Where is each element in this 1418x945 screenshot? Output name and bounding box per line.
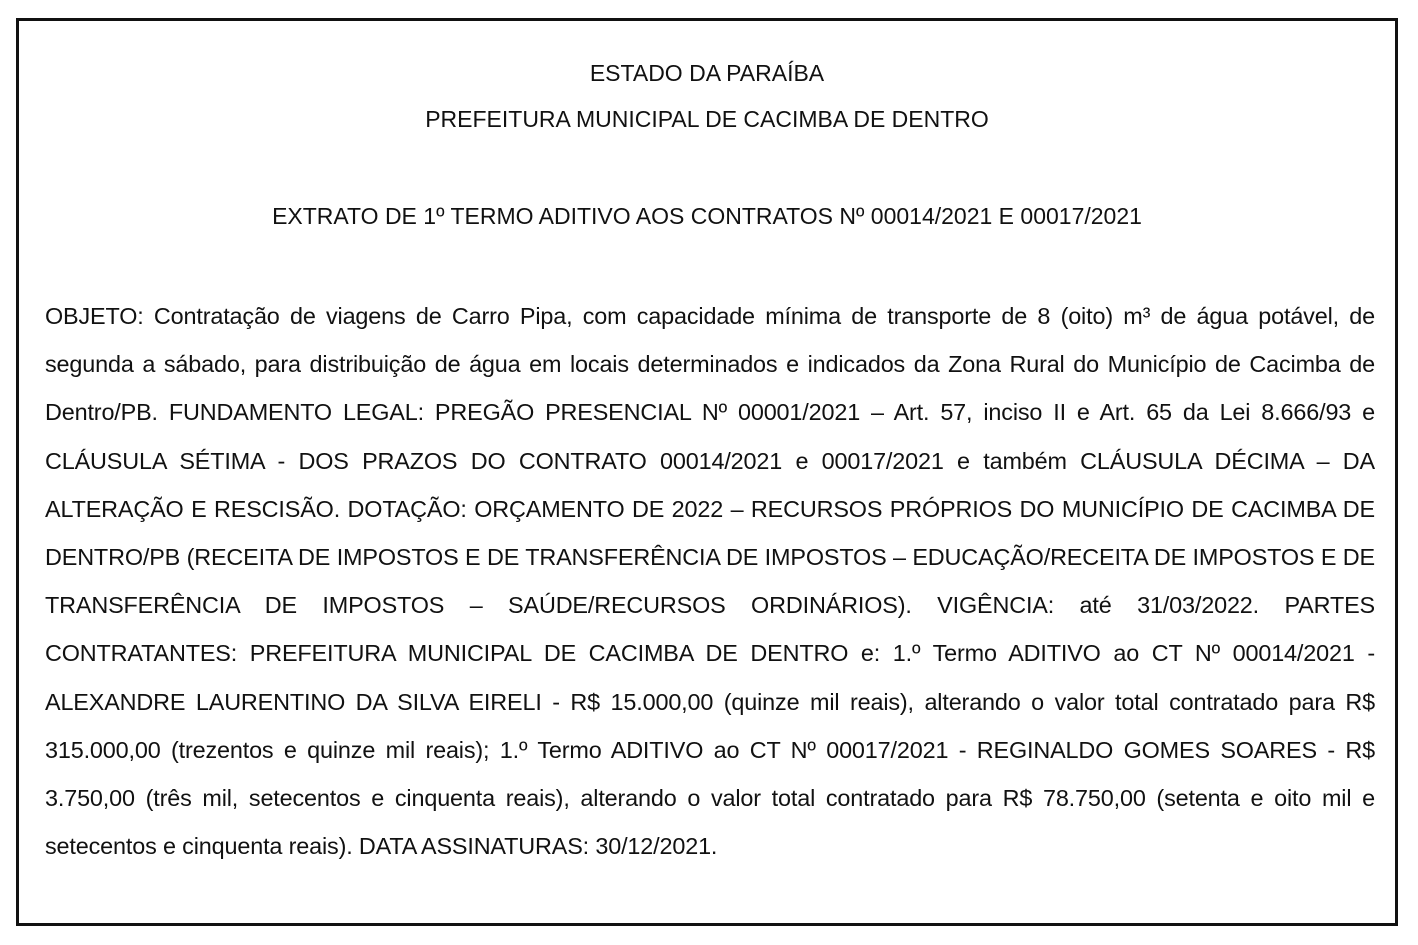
municipality-heading: PREFEITURA MUNICIPAL DE CACIMBA DE DENTRO bbox=[425, 106, 989, 132]
document-title: EXTRATO DE 1º TERMO ADITIVO AOS CONTRATOS Nº 00014/2021 E 00017/2021 bbox=[272, 203, 1142, 229]
document-border bbox=[16, 18, 1398, 926]
state-heading: ESTADO DA PARAÍBA bbox=[589, 60, 825, 86]
extract-body-paragraph: OBJETO: Contratação de viagens de Carro Pipa, com capacidade mínima de transporte de 8 (oito) m³ de água potável, de segunda a sábado, para distribuição de água em locais determinados e indicados da Zona Rural do Município de Cacimba de Dentro/PB. FUNDAMENTO LEGAL: PREGÃO PRESENCIAL Nº 00001/2021 – Art. 57, inciso II e Art. 65 da Lei 8.666/93 e CLÁUSULA SÉTIMA - DOS PRAZOS DO CONTRATO 00014/2021 e 00017/2021 e também CLÁUSULA DÉCIMA – DA ALTERAÇÃO E RESCISÃO. DOTAÇÃO: ORÇAMENTO DE 2022 – RECURSOS PRÓPRIOS DO MUNICÍPIO DE CACIMBA DE DENTRO/PB (RECEITA DE IMPOSTOS E DE TRANSFERÊNCIA DE IMPOSTOS – EDUCAÇÃO/RECEITA DE IMPOSTOS E DE TRANSFERÊNCIA DE IMPOSTOS – SAÚDE/RECURSOS ORDINÁRIOS). VIGÊNCIA: até 31/03/2022. PARTES CONTRATANTES: PREFEITURA MUNICIPAL DE CACIMBA DE DENTRO e: 1.º Termo ADITIVO ao CT Nº 00014/2021 - ALEXANDRE LAURENTINO DA SILVA EIRELI - R$ 15.000,00 (quinze mil reais), alterando o valor total contratado para R$ 315.000,00 (trezentos e quinze mil reais); 1.º Termo ADITIVO ao CT Nº 00017/2021 - REGINALDO GOMES SOARES - R$ 3.750,00 (três mil, setecentos e cinquenta reais), alterando o valor total contratado para R$ 78.750,00 (setenta e oito mil e setecentos e cinquenta reais). DATA ASSINATURAS: 30/12/2021. bbox=[45, 303, 1375, 860]
